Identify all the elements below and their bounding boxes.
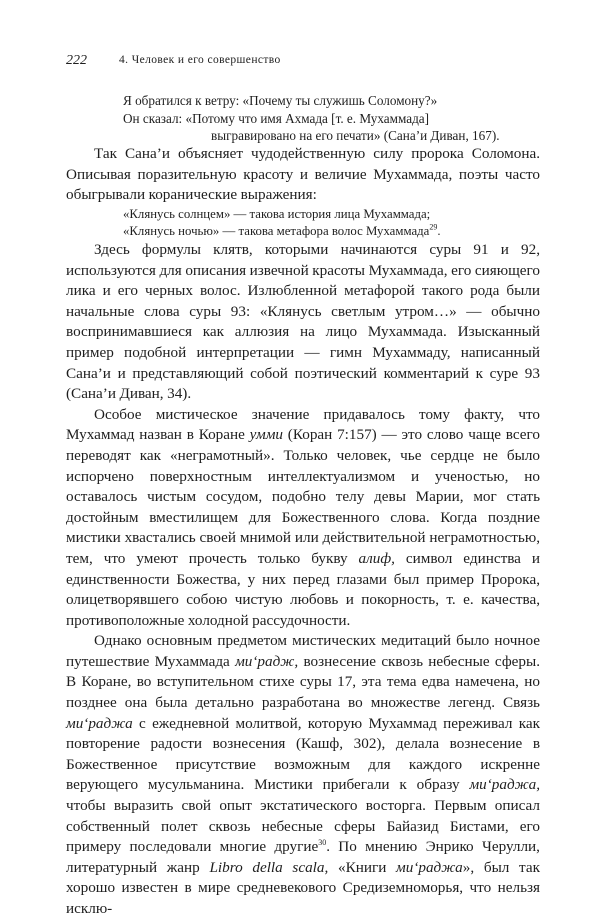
verse-line: «Клянусь солнцем» — такова история лица Мухаммада;	[123, 207, 431, 221]
paragraph	[66, 631, 540, 919]
page-number: 222	[66, 53, 87, 68]
paragraph-block-2	[66, 240, 540, 920]
term-miradzh: ми‘радж,	[235, 652, 299, 670]
running-title: 4. Человек и его совершенство	[119, 54, 281, 66]
paragraph: Здесь формулы клятв, которыми начинаются суры 91 и 92, используются для описания извечной красоты Мухаммада, его сияющего лика и его черных волос. Излюбленной метафорой такого рода были начальные слова суры 93: «Клянусь светлым утром…» — обычно воспринимавшиеся как аллюзия на лицо Мухаммада. Изысканный пример подобной интерпретации — гимн Мухаммаду, написанный Сана’и и представляющий собой поэтический комментарий к суре 93 (Сана’и Диван, 34).	[66, 241, 540, 403]
verse-line: Он сказал: «Потому что имя Ахмада [т. е. Мухаммада]	[123, 110, 430, 126]
verse-line: выгравировано на его печати» (Сана’и Диван, 167).	[211, 128, 500, 143]
text-run: Особое мистическое значение придавалось тому факту, что Мухаммад назван в Коране	[66, 405, 540, 444]
verse-quote-wind	[123, 92, 553, 145]
verse-line: Я обратился к ветру: «Почему ты служишь Соломону?»	[123, 93, 438, 108]
verse-line: «Клянусь ночью» — такова метафора волос Мухаммада$^{29}$.	[123, 222, 441, 238]
verse-quote-oaths	[123, 206, 543, 240]
paragraph: Так Сана’и объясняет чудодейственную силу пророка Соломона. Описывая поразительную красоту и величие Мухаммада, поэты часто обыгрывали коранические выражения:	[66, 145, 540, 204]
paragraph-block-1	[66, 144, 540, 206]
term-ummi: умми	[249, 426, 283, 444]
verse-line-text: «Клянусь ночью» — такова метафора волос Мухаммада	[123, 224, 430, 238]
running-header	[66, 53, 546, 73]
text-run: вознесение сквозь небесные сферы. В Коране, во вступительном стихе суры 17, эта тема едва намечена, но позднее она была детально разработана во множестве легенд. Связь	[66, 652, 540, 712]
text-run: Однако основным предметом мистических медитаций было ночное путешествие Мухаммада	[66, 632, 540, 670]
term-miradzha: ми‘раджа	[396, 858, 463, 876]
text-run: чтобы выразить свой опыт экстатического восторга. Первым описал собственный полет сквозь небесные сферы Байазид Бистами, его примеру последовали многие другие	[66, 797, 540, 856]
paragraph	[66, 405, 540, 632]
term-alif: алиф,	[358, 549, 395, 567]
term-miradzha: ми‘раджа	[66, 714, 133, 732]
text-run: символ единства и единственности Божества, у них перед глазами был пример Пророка, олицетворявшего собою чистую любовь и покорность, т. е. качества, противоположные холодной рассудочности.	[66, 549, 540, 629]
text-run: », был так хорошо известен в мире средневекового Средиземноморья, что нельзя исклю-	[66, 858, 541, 917]
text-run: с ежедневной молитвой, которую Мухаммад переживал как повторение радости вознесения (Кашф, 302), делала вознесение в Божественное присутствие возможным для каждого искренне верующего мусульманина. Мистики прибегали к образу	[66, 714, 540, 794]
text-run: «Книги	[328, 858, 397, 876]
footnote-ref-29[interactable]: 29	[429, 222, 438, 232]
term-libro-della-scala: Libro della scala,	[209, 858, 329, 876]
term-miradzha: ми‘раджа,	[469, 776, 540, 794]
text-run: (Коран 7:157) — это слово чаще всего переводят как «неграмотный». Только человек, чье сердце не было испорчено поверхностным интеллектуализмом и ученостью, но оставалось чистым сосудом, подобно телу девы Марии, мог стать достойным вместилищем для Божественного слова. Когда поздние мистики хвастались своей мнимой или действительной неграмотностью, тем, что умеют прочесть только букву	[66, 426, 540, 567]
footnote-ref-30[interactable]: 30	[318, 838, 327, 848]
text-run: . По мнению Энрико Черулли, литературный жанр	[66, 838, 540, 876]
